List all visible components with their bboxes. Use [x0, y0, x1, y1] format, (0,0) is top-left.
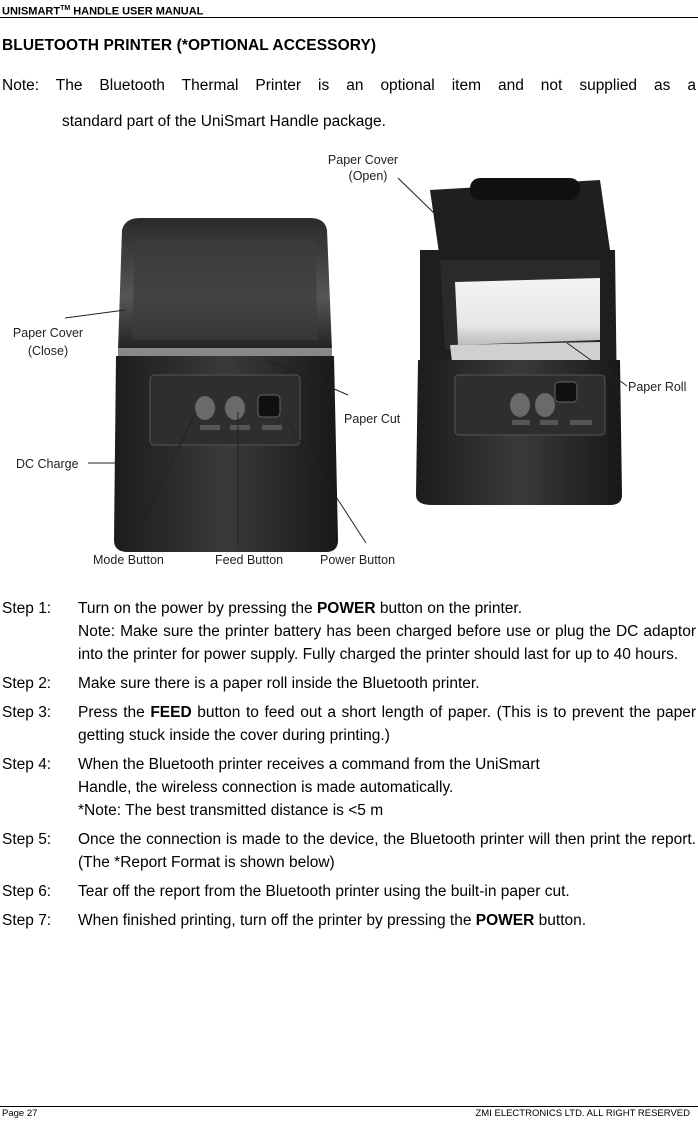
- printer-closed-image: [114, 218, 338, 552]
- callout-mode-button: Mode Button: [93, 553, 164, 567]
- printer-open-image: [416, 178, 622, 505]
- header-title: UNISMART: [2, 5, 61, 18]
- callout-paper-cover-open-1: Paper Cover: [327, 153, 399, 167]
- printer-figure: [0, 150, 698, 580]
- step-text-part: button to feed out a short length of paper. (This is to prevent the paper getting stuck inside the cover during printing.): [78, 704, 696, 744]
- section-title: BLUETOOTH PRINTER (*OPTIONAL ACCESSORY): [2, 37, 377, 54]
- step-text: [78, 753, 696, 822]
- callout-paper-cover-close-1: Paper Cover: [12, 326, 84, 340]
- step-text: Once the connection is made to the device, the Bluetooth printer will then print the report. (The *Report Format is shown below): [78, 831, 696, 871]
- footer-divider: [0, 1106, 698, 1107]
- steps-list: [2, 597, 696, 932]
- callout-dc-charge: DC Charge: [16, 457, 79, 471]
- callout-power-button: Power Button: [320, 553, 396, 567]
- step-number: Step 1:: [2, 600, 52, 617]
- note-line-1: Note: The Bluetooth Thermal Printer is an optional item and not supplied as a: [2, 77, 696, 94]
- step-bold-term: POWER: [316, 600, 376, 617]
- step-text: Tear off the report from the Bluetooth printer using the built-in paper cut.: [78, 883, 570, 900]
- step-text-part: button.: [534, 912, 587, 929]
- step-note: Note: Make sure the printer battery has been charged before use or plug the DC adaptor into the printer for power supply. Fully charged the printer should last for up to 40 hours.: [78, 623, 696, 663]
- step-7: [2, 909, 696, 932]
- step-6: [2, 880, 696, 903]
- callout-paper-cover-open-2: (Open): [348, 169, 388, 183]
- footer-copyright: ZMI ELECTRONICS LTD. ALL RIGHT RESERVED: [475, 1108, 690, 1119]
- step-text-part: Press the: [78, 704, 151, 721]
- page-header: [0, 0, 698, 18]
- step-bold-term: POWER: [475, 912, 535, 929]
- step-text-part: When finished printing, turn off the printer by pressing the: [78, 912, 476, 929]
- step-1: [2, 597, 696, 666]
- step-note: *Note: The best transmitted distance is <5 m: [78, 802, 384, 819]
- page-number: Page 27: [2, 1108, 38, 1119]
- note-line-2: standard part of the UniSmart Handle package.: [62, 113, 386, 130]
- step-number: Step 7:: [2, 912, 52, 929]
- step-text-part: Turn on the power by pressing the: [78, 600, 317, 617]
- step-text: [78, 909, 696, 932]
- step-3: [2, 701, 696, 747]
- step-number: Step 4:: [2, 756, 52, 773]
- callout-paper-cut: Paper Cut: [344, 412, 401, 426]
- step-text: [78, 597, 696, 666]
- callout-paper-roll: Paper Roll: [628, 380, 687, 394]
- step-5: [2, 828, 696, 874]
- step-line: When the Bluetooth printer receives a command from the UniSmart: [78, 756, 540, 773]
- step-line: Handle, the wireless connection is made automatically.: [78, 779, 454, 796]
- step-number: Step 6:: [2, 883, 52, 900]
- trademark-mark: TM: [60, 5, 71, 12]
- step-number: Step 3:: [2, 704, 52, 721]
- step-text: Make sure there is a paper roll inside the Bluetooth printer.: [78, 675, 480, 692]
- step-bold-term: FEED: [150, 704, 192, 721]
- header-title-rest: HANDLE USER MANUAL: [70, 5, 204, 18]
- callout-paper-cover-close-2: (Close): [27, 344, 69, 358]
- step-text: [78, 701, 696, 747]
- callout-feed-button: Feed Button: [215, 553, 284, 567]
- step-number: Step 2:: [2, 675, 52, 692]
- step-2: [2, 672, 696, 695]
- step-number: Step 5:: [2, 831, 52, 848]
- step-text-part: button on the printer.: [375, 600, 523, 617]
- step-4: [2, 753, 696, 822]
